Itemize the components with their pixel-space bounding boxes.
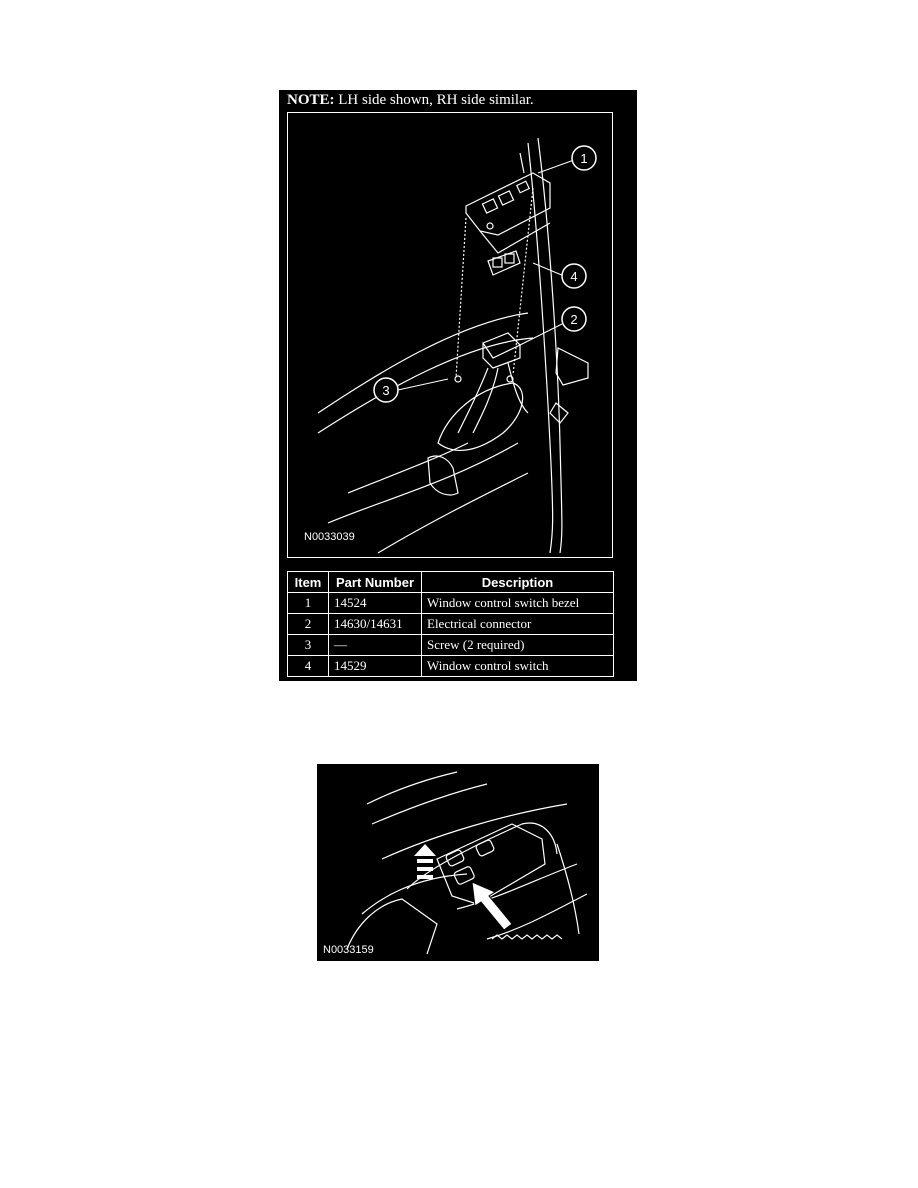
figure-code: N0033159 <box>323 944 374 956</box>
figure-exploded-view <box>279 90 637 681</box>
cell-description: Electrical connector <box>422 614 614 635</box>
svg-text:1: 1 <box>580 151 588 166</box>
callout-3 <box>374 378 398 402</box>
pointer-arrow-icon <box>472 882 512 930</box>
illustration-door-switch <box>287 112 613 558</box>
cell-part-number: — <box>329 635 422 656</box>
switch-line-drawing <box>317 764 599 961</box>
note-text <box>287 92 534 109</box>
table-row <box>288 656 614 677</box>
cell-part-number: 14529 <box>329 656 422 677</box>
svg-text:4: 4 <box>570 269 578 284</box>
note-body: LH side shown, RH side similar. <box>334 92 534 108</box>
cell-item: 3 <box>288 635 329 656</box>
parts-table <box>287 571 614 677</box>
svg-text:2: 2 <box>570 312 578 327</box>
cell-description: Screw (2 required) <box>422 635 614 656</box>
cell-description: Window control switch bezel <box>422 593 614 614</box>
cell-item: 2 <box>288 614 329 635</box>
table-row <box>288 614 614 635</box>
table-row <box>288 635 614 656</box>
table-row <box>288 593 614 614</box>
up-arrow-icon <box>414 844 436 879</box>
figure-switch-operation <box>317 764 599 961</box>
header-item: Item <box>288 572 329 593</box>
callout-1 <box>572 146 596 170</box>
cell-item: 4 <box>288 656 329 677</box>
cell-description: Window control switch <box>422 656 614 677</box>
cell-item: 1 <box>288 593 329 614</box>
callout-4 <box>562 264 586 288</box>
note-label: NOTE: <box>287 92 335 108</box>
door-line-drawing <box>288 113 613 558</box>
cell-part-number: 14524 <box>329 593 422 614</box>
svg-text:3: 3 <box>382 383 390 398</box>
header-part-number: Part Number <box>329 572 422 593</box>
header-description: Description <box>422 572 614 593</box>
table-header-row <box>288 572 614 593</box>
cell-part-number: 14630/14631 <box>329 614 422 635</box>
figure-code: N0033039 <box>304 531 355 543</box>
callout-2 <box>562 307 586 331</box>
